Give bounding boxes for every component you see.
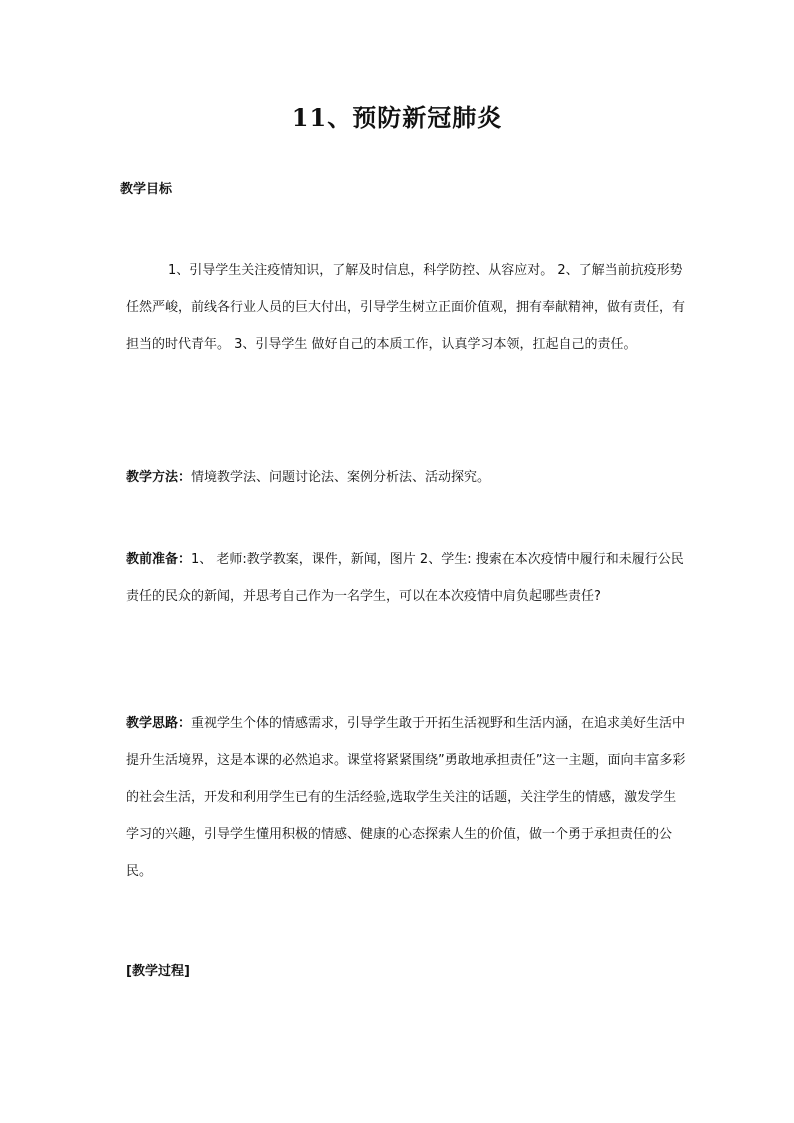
method-paragraph xyxy=(126,459,686,496)
goal-heading: 教学目标 xyxy=(120,182,173,197)
goal-paragraph: 1、引导学生关注疫情知识，了解及时信息，科学防控、从容应对。 2、了解当前抗疫形势任然严峻，前线各行业人员的巨大付出，引导学生树立正面价值观，拥有奉献精神，做有责任，有担当的时代青年。 3、引导学生 做好自己的本质工作，认真学习本领，扛起自己的责任。 xyxy=(126,263,686,352)
thinking-paragraph xyxy=(126,705,686,890)
preparation-paragraph xyxy=(126,541,686,615)
method-label: 教学方法： xyxy=(126,470,192,485)
thinking-label: 教学思路： xyxy=(126,716,192,731)
document-title: 11、预防新冠肺炎 xyxy=(291,103,503,132)
thinking-text: 重视学生个体的情感需求，引导学生敢于开拓生活视野和生活内涵，在追求美好生活中提升生活境界，这是本课的必然追求。课堂将紧紧围绕”勇敢地承担责任”这一主题，面向丰富多彩的社会生活，开发和利用学生已有的生活经验,选取学生关注的话题，关注学生的情感，激发学生学习的兴趣，引导学生懂用积极的情感、健康的心态探索人生的价值，做一个勇于承担责任的公民。 xyxy=(126,716,686,879)
preparation-label: 教前准备： xyxy=(126,552,192,567)
process-heading: [教学过程] xyxy=(126,964,190,979)
method-text: 情境教学法、问题讨论法、案例分析法、活动探究。 xyxy=(191,470,491,485)
preparation-text: 1、 老师:教学教案，课件，新闻，图片 2、学生: 搜索在本次疫情中履行和未履行公民责任的民众的新闻，并思考自己作为一名学生，可以在本次疫情中肩负起哪些责任? xyxy=(126,552,684,604)
